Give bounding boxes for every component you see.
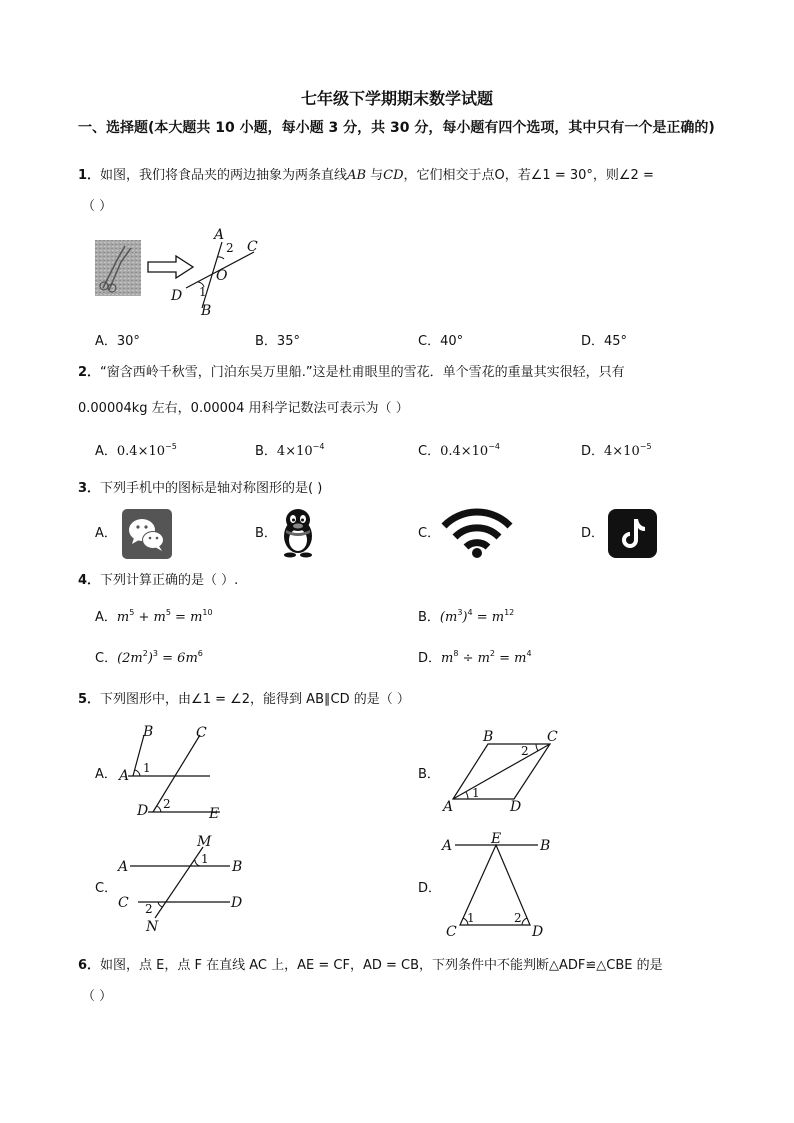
label-A: A xyxy=(118,859,129,875)
expr-part: m xyxy=(441,651,454,666)
stem-text: “窗含西岭千秋雪，门泊东吴万里船.”这是杜甫眼里的雪花．单个雪花的重量其实很轻，只有 xyxy=(100,365,625,380)
label-B: B xyxy=(143,724,154,740)
wechat-icon[interactable] xyxy=(122,509,172,559)
tongs-photo xyxy=(95,240,141,296)
label-E: E xyxy=(491,831,502,847)
question-3-stem xyxy=(78,480,322,498)
qq-penguin-icon[interactable] xyxy=(280,506,316,558)
exponent: 5 xyxy=(165,608,171,617)
stem-text: 下列手机中的图标是轴对称图形的是( ) xyxy=(100,481,323,496)
expr-part: (m xyxy=(439,610,458,625)
question-1-stem xyxy=(78,167,654,185)
option-d[interactable] xyxy=(418,650,532,668)
question-2-stem-line2: 0.00004kg 左右，0.00004 用科学记数法可表示为（ ） xyxy=(78,401,409,416)
question-number: 5． xyxy=(78,692,101,707)
label-D: D xyxy=(532,924,544,940)
option-d[interactable]: D．45° xyxy=(581,334,628,349)
option-b[interactable]: B．35° xyxy=(255,334,300,349)
option-c-letter[interactable]: C． xyxy=(418,526,441,541)
exponent: 2 xyxy=(142,649,148,658)
line-cd: CD xyxy=(383,168,404,183)
exponent: 12 xyxy=(504,608,515,617)
figure-5a xyxy=(118,722,228,822)
angle-2-label: 2 xyxy=(145,902,153,916)
option-b-letter[interactable]: B． xyxy=(418,767,440,782)
option-a[interactable]: A．30° xyxy=(95,334,140,349)
option-letter: B． xyxy=(255,444,277,459)
option-base: 0.4×10 xyxy=(116,444,166,459)
option-a-letter[interactable]: A． xyxy=(95,526,117,541)
angle-2-label: 2 xyxy=(514,911,522,925)
question-number: 1． xyxy=(78,168,101,183)
exponent: 5 xyxy=(129,608,135,617)
expr-part: = m xyxy=(495,651,527,666)
angle-1-label: 1 xyxy=(199,285,207,299)
stem-text: 下列计算正确的是（ ）. xyxy=(100,573,239,588)
option-letter: B． xyxy=(418,610,440,625)
angle-1-label: 1 xyxy=(467,911,475,925)
option-exponent: −5 xyxy=(639,442,652,451)
option-d-letter[interactable]: D． xyxy=(418,881,442,896)
option-base: 0.4×10 xyxy=(440,444,489,459)
label-E: E xyxy=(209,806,220,822)
label-N: N xyxy=(146,919,159,935)
stem-text: 如图，我们将食品夹的两边抽象为两条直线 xyxy=(100,168,348,183)
expr-part: ) xyxy=(147,651,153,666)
figure-5d xyxy=(440,830,560,940)
question-number: 6． xyxy=(78,958,101,973)
label-A: A xyxy=(443,799,454,815)
answer-paren: （ ） xyxy=(82,199,113,214)
exponent: 3 xyxy=(152,649,159,658)
label-B: B xyxy=(540,838,551,854)
answer-paren: （ ） xyxy=(82,989,113,1004)
expr-part: ) xyxy=(462,610,468,625)
option-letter: C． xyxy=(418,444,441,459)
stem-text: 下列图形中，由∠1 = ∠2，能得到 AB∥CD 的是（ ） xyxy=(100,692,410,707)
label-B: B xyxy=(201,303,212,318)
angle-2-label: 2 xyxy=(226,241,234,255)
exponent: 8 xyxy=(453,649,459,658)
option-b[interactable] xyxy=(418,609,514,627)
exponent: 3 xyxy=(457,608,463,617)
option-a[interactable] xyxy=(95,609,213,627)
option-d-letter[interactable]: D． xyxy=(581,526,605,541)
label-B: B xyxy=(483,729,494,745)
angle-1-label: 1 xyxy=(143,761,151,775)
option-c[interactable]: C．40° xyxy=(418,334,464,349)
label-A: A xyxy=(442,838,453,854)
question-5-stem xyxy=(78,691,410,709)
option-a[interactable] xyxy=(95,443,177,461)
expr-part: m xyxy=(116,610,130,625)
expr-part: ÷ m xyxy=(458,651,490,666)
option-letter: C． xyxy=(95,651,118,666)
label-C: C xyxy=(247,239,258,255)
label-O: O xyxy=(216,268,228,284)
question-number: 3． xyxy=(78,481,101,496)
exponent: 4 xyxy=(526,649,532,658)
wifi-icon[interactable] xyxy=(440,506,514,560)
expr-part: = m xyxy=(170,610,203,625)
label-M: M xyxy=(197,834,212,850)
exponent: 4 xyxy=(467,608,473,617)
label-C: C xyxy=(118,895,129,911)
page-title: 七年级下学期期末数学试题 xyxy=(300,89,493,108)
option-exponent: −5 xyxy=(165,442,177,451)
expr-part: + m xyxy=(134,610,166,625)
option-c[interactable] xyxy=(418,443,500,461)
label-A: A xyxy=(119,768,130,784)
stem-text: 与 xyxy=(366,168,384,183)
expr-part: (2m xyxy=(117,651,143,666)
expr-part: = 6m xyxy=(158,651,198,666)
angle-2-label: 2 xyxy=(163,797,171,811)
section-heading: 一、选择题(本大题共 10 小题，每小题 3 分，共 30 分，每小题有四个选项，其中只有一个是正确的) xyxy=(78,120,715,136)
option-exponent: −4 xyxy=(488,442,500,451)
option-a-letter[interactable]: A． xyxy=(95,767,117,782)
option-base: 4×10 xyxy=(276,444,313,459)
question-2-stem xyxy=(78,364,625,382)
label-D: D xyxy=(171,288,183,304)
angle-1-label: 1 xyxy=(472,786,480,800)
exponent: 6 xyxy=(197,649,203,658)
option-exponent: −4 xyxy=(312,442,325,451)
exponent: 2 xyxy=(489,649,496,658)
angle-1-label: 1 xyxy=(201,852,209,866)
option-base: 4×10 xyxy=(604,444,640,459)
question-number: 2． xyxy=(78,365,101,380)
option-c[interactable] xyxy=(95,650,203,668)
label-C: C xyxy=(196,725,207,741)
option-b[interactable] xyxy=(255,443,324,461)
option-letter: D． xyxy=(418,651,442,666)
option-letter: A． xyxy=(95,610,117,625)
label-D: D xyxy=(510,799,522,815)
option-b-letter[interactable]: B． xyxy=(255,526,277,541)
label-D: D xyxy=(137,803,149,819)
exponent: 10 xyxy=(202,608,213,617)
expr-part: = m xyxy=(472,610,505,625)
tiktok-icon[interactable] xyxy=(608,509,657,558)
figure-5b xyxy=(440,727,570,817)
figure-5c xyxy=(115,833,250,938)
label-D: D xyxy=(231,895,243,911)
label-A: A xyxy=(214,227,225,243)
label-B: B xyxy=(232,859,243,875)
label-C: C xyxy=(547,729,558,745)
question-number: 4． xyxy=(78,573,101,588)
stem-text: ，它们相交于点O，若∠1 = 30°，则∠2 = xyxy=(403,168,654,183)
stem-text: 如图，点 E，点 F 在直线 AC 上，AE = CF，AD = CB，下列条件中不能判断△ADF≌△CBE 的是 xyxy=(100,958,663,973)
question-1-figure xyxy=(168,222,268,318)
question-4-stem xyxy=(78,572,238,590)
line-ab: AB xyxy=(347,168,367,183)
option-d[interactable] xyxy=(581,443,652,461)
option-c-letter[interactable]: C． xyxy=(95,881,118,896)
option-letter: A． xyxy=(95,444,117,459)
option-letter: D． xyxy=(581,444,605,459)
angle-2-label: 2 xyxy=(521,744,529,758)
question-6-stem xyxy=(78,957,663,975)
label-C: C xyxy=(446,924,457,940)
